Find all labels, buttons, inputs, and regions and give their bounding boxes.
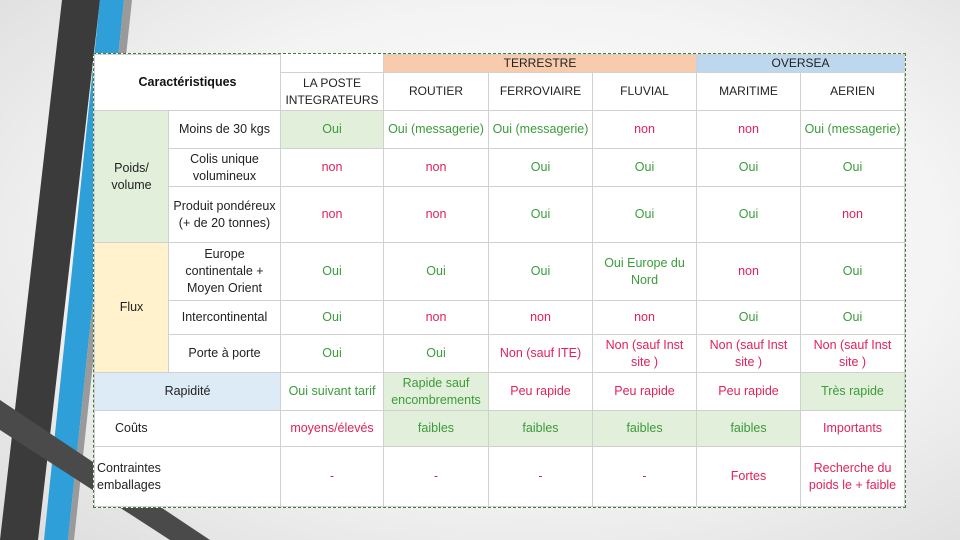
table-cell: Oui [281, 301, 384, 335]
table-cell: faibles [697, 411, 801, 447]
table-cell: Non (sauf ITE) [489, 335, 593, 373]
table-cell: Non (sauf Inst site ) [593, 335, 697, 373]
table-cell: Non (sauf Inst site ) [697, 335, 801, 373]
group-header-row [95, 55, 905, 73]
table-cell: Peu rapide [593, 373, 697, 411]
table-cell: non [593, 301, 697, 335]
ferroviaire-header: FERROVIAIRE [489, 73, 593, 111]
row-label: Colis unique volumineux [169, 149, 281, 187]
section-poids: Poids/ volume [95, 111, 169, 243]
table-row [95, 301, 905, 335]
table-row [95, 447, 905, 507]
section-contraintes [95, 447, 281, 507]
table-cell: non [281, 149, 384, 187]
table-cell: non [384, 187, 489, 243]
table-cell: Peu rapide [697, 373, 801, 411]
table-cell: Oui [801, 243, 905, 301]
table-cell: Rapide sauf encombrements [384, 373, 489, 411]
table-cell: - [384, 447, 489, 507]
table-cell: non [801, 187, 905, 243]
table-cell: Oui [281, 335, 384, 373]
table-cell: non [697, 243, 801, 301]
row-label: Intercontinental [169, 301, 281, 335]
table-cell: non [384, 301, 489, 335]
table-cell: faibles [489, 411, 593, 447]
table-cell: - [489, 447, 593, 507]
table-cell: Non (sauf Inst site ) [801, 335, 905, 373]
table-cell: Oui suivant tarif [281, 373, 384, 411]
table-row [95, 187, 905, 243]
table-cell: Oui [489, 243, 593, 301]
table-row [95, 411, 905, 447]
table-cell: non [489, 301, 593, 335]
table-cell: Importants [801, 411, 905, 447]
table-row [95, 373, 905, 411]
table-cell: Oui [384, 335, 489, 373]
table-cell: non [697, 111, 801, 149]
table-cell: Oui (messagerie) [384, 111, 489, 149]
fluvial-header: FLUVIAL [593, 73, 697, 111]
table-cell: faibles [593, 411, 697, 447]
table-cell: non [281, 187, 384, 243]
table-cell: Oui Europe du Nord [593, 243, 697, 301]
table-cell: Oui (messagerie) [489, 111, 593, 149]
table-cell: Oui [697, 301, 801, 335]
section-rapidite: Rapidité [95, 373, 281, 411]
laposte-header: LA POSTE INTEGRATEURS [281, 73, 384, 111]
table-cell: Oui [281, 111, 384, 149]
table-row [95, 335, 905, 373]
table-cell: Oui [281, 243, 384, 301]
terrestre-header: TERRESTRE [384, 55, 697, 73]
table-row [95, 149, 905, 187]
table-cell: - [281, 447, 384, 507]
section-contraintes-label: Contraintes emballages [97, 460, 161, 492]
table-cell: Fortes [697, 447, 801, 507]
table-row [95, 111, 905, 149]
table-cell: Oui [593, 187, 697, 243]
table-cell: moyens/élevés [281, 411, 384, 447]
section-flux: Flux [95, 243, 169, 373]
row-label: Moins de 30 kgs [169, 111, 281, 149]
table-cell: Recherche du poids le + faible [801, 447, 905, 507]
row-label: Europe continentale + Moyen Orient [169, 243, 281, 301]
row-label: Produit pondéreux (+ de 20 tonnes) [169, 187, 281, 243]
table-cell: faibles [384, 411, 489, 447]
table-cell: Très rapide [801, 373, 905, 411]
caracteristiques-header: Caractéristiques [95, 55, 281, 111]
table-cell: Oui [697, 149, 801, 187]
table-cell: - [593, 447, 697, 507]
table-cell: non [384, 149, 489, 187]
table-cell: Oui [697, 187, 801, 243]
table-cell: Oui [489, 187, 593, 243]
table-cell: Oui [489, 149, 593, 187]
aerien-header: AERIEN [801, 73, 905, 111]
table-cell: non [593, 111, 697, 149]
oversea-header: OVERSEA [697, 55, 905, 73]
table-cell: Oui [593, 149, 697, 187]
table-cell: Oui [384, 243, 489, 301]
row-label: Porte à porte [169, 335, 281, 373]
table-cell: Oui [801, 301, 905, 335]
table-cell: Oui [801, 149, 905, 187]
table-cell: Oui (messagerie) [801, 111, 905, 149]
table-cell: Peu rapide [489, 373, 593, 411]
table-row [95, 243, 905, 301]
routier-header: ROUTIER [384, 73, 489, 111]
comparison-table [93, 53, 906, 508]
section-couts: Coûts [95, 411, 281, 447]
maritime-header: MARITIME [697, 73, 801, 111]
